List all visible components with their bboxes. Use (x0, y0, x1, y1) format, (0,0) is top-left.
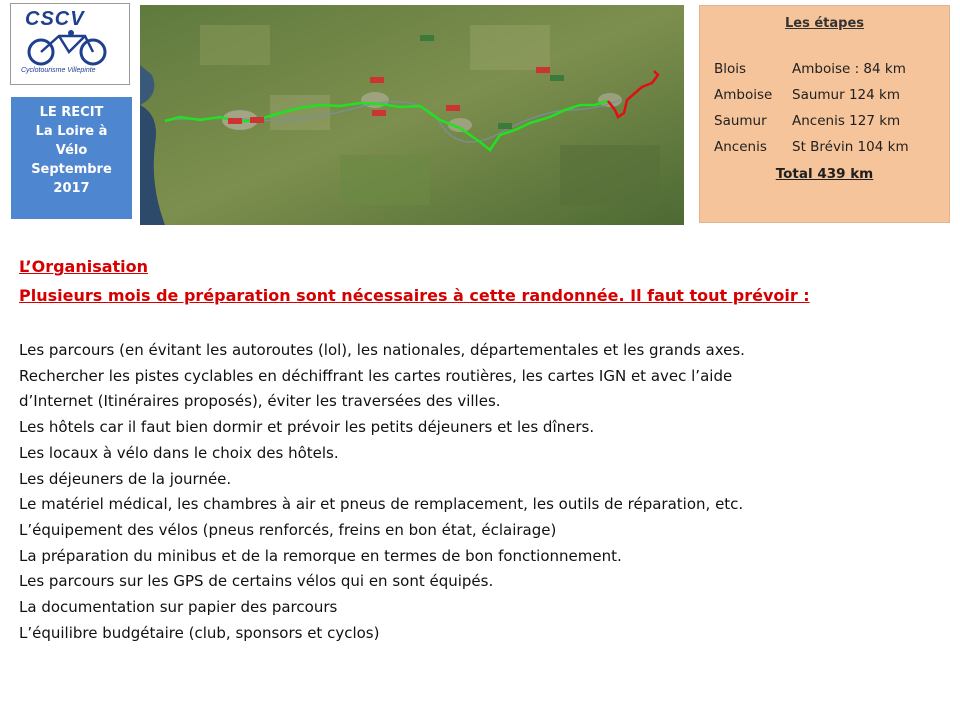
list-item: Rechercher les pistes cyclables en déchiffrant les cartes routières, les cartes IGN et avec l’aide (19, 366, 733, 385)
etape-from: Amboise (714, 87, 773, 103)
list-item: d’Internet (Itinéraires proposés), éviter les traversées des villes. (19, 392, 501, 411)
etapes-title: Les étapes (784, 16, 865, 31)
etape-to: St Brévin 104 km (792, 139, 909, 155)
organisation-subtitle: Plusieurs mois de préparation sont nécessaires à cette randonnée. Il faut tout prévoir : (19, 286, 810, 305)
etape-from: Blois (714, 61, 747, 77)
logo-text: CSCV (25, 8, 85, 30)
recit-title-box (11, 97, 132, 219)
list-item: Les hôtels car il faut bien dormir et prévoir les petits déjeuners et les dîners. (19, 418, 595, 437)
etape-row (714, 139, 909, 155)
etape-from: Saumur (714, 113, 767, 129)
etape-to: Amboise : 84 km (792, 61, 906, 77)
etapes-box (699, 5, 950, 223)
list-item: Les parcours sur les GPS de certains vélos qui en sont équipés. (19, 572, 494, 591)
recit-line: La Loire à (35, 124, 108, 139)
organisation-list (19, 338, 939, 646)
route-map (140, 5, 684, 225)
list-item: L’équipement des vélos (pneus renforcés, freins en bon état, éclairage) (19, 520, 557, 539)
etape-row (714, 87, 900, 103)
list-item: Les parcours (en évitant les autoroutes (lol), les nationales, départementales et les grands axes. (19, 341, 745, 359)
organisation-title: L’Organisation (19, 257, 149, 276)
bicycle-icon (25, 30, 117, 66)
etape-to: Ancenis 127 km (792, 113, 901, 129)
etape-from: Ancenis (714, 139, 767, 155)
list-item: L’équilibre budgétaire (club, sponsors et cyclos) (19, 623, 380, 642)
recit-line: Septembre (31, 162, 112, 177)
map-image (140, 5, 684, 225)
etape-row (714, 61, 906, 77)
etapes-total: Total 439 km (775, 166, 874, 182)
list-item: Le matériel médical, les chambres à air et pneus de remplacement, les outils de réparation, etc. (19, 495, 744, 514)
logo-caption: Cyclotourisme Villepinte (21, 67, 96, 74)
etape-to: Saumur 124 km (792, 87, 900, 103)
list-item: La préparation du minibus et de la remorque en termes de bon fonctionnement. (19, 546, 622, 565)
recit-line: LE RECIT (39, 105, 104, 120)
etape-row (714, 113, 900, 129)
recit-line: Vélo (55, 143, 88, 158)
list-item: La documentation sur papier des parcours (19, 598, 338, 617)
club-logo (10, 3, 130, 85)
recit-line: 2017 (53, 181, 90, 196)
list-item: Les locaux à vélo dans le choix des hôtels. (19, 443, 339, 462)
list-item: Les déjeuners de la journée. (19, 469, 232, 488)
